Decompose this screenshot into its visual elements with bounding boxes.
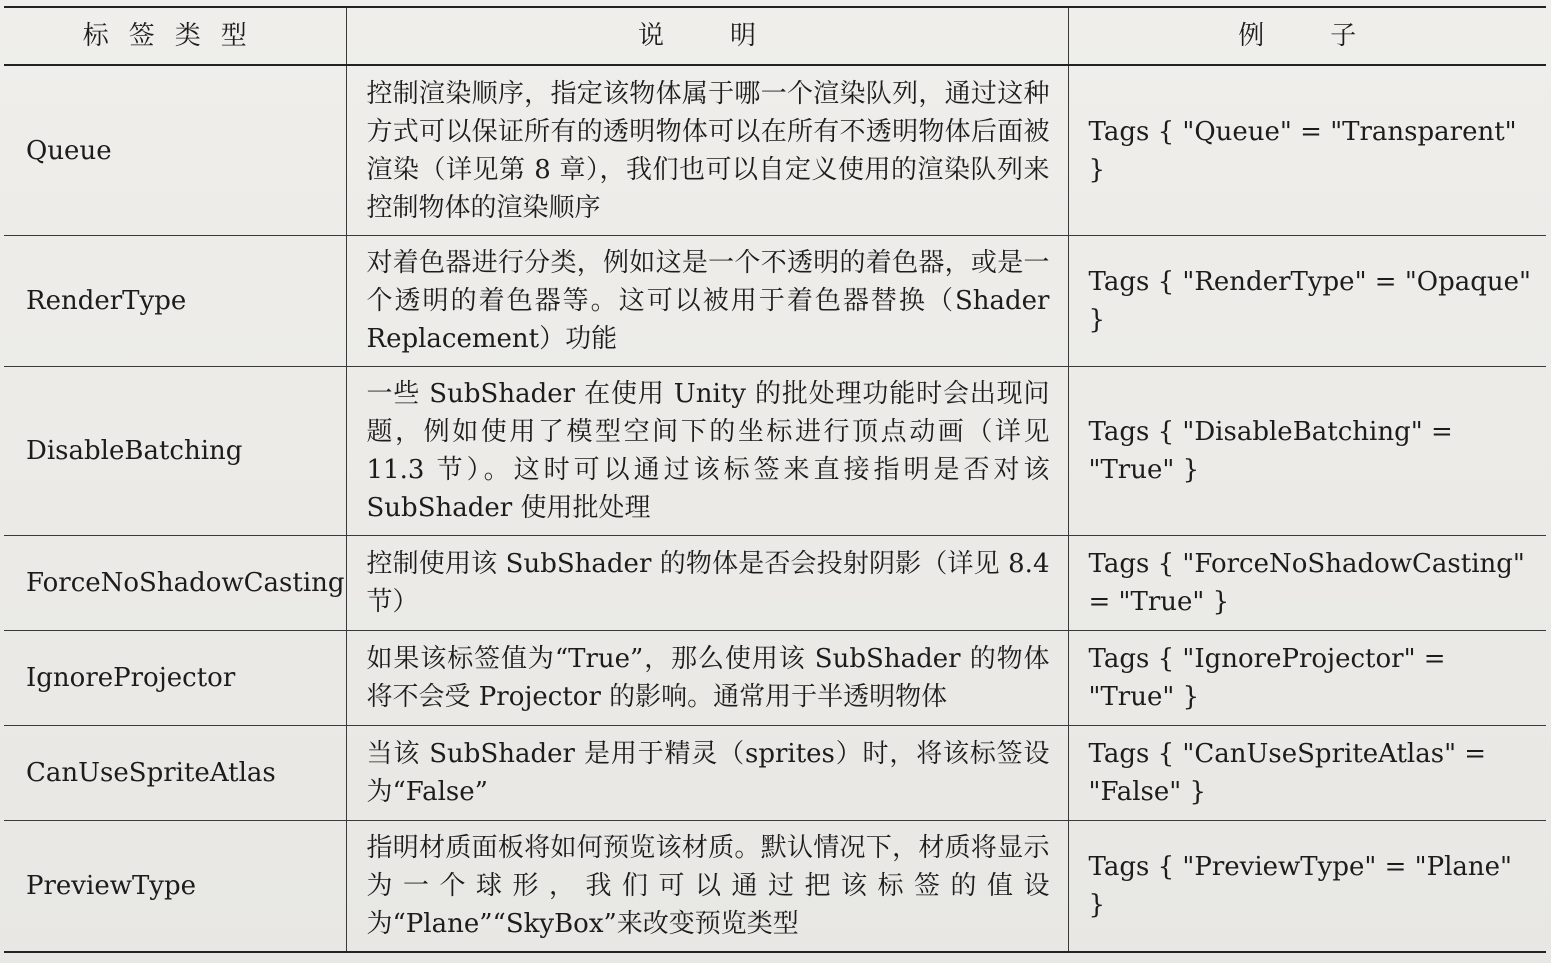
- tag-description: 如果该标签值为“True”，那么使用该 SubShader 的物体将不会受 Projector 的影响。通常用于半透明物体: [346, 631, 1068, 726]
- table-row: [4, 367, 1546, 536]
- table-row: [4, 821, 1546, 953]
- tag-name: IgnoreProjector: [4, 631, 346, 726]
- tag-name: RenderType: [4, 236, 346, 367]
- table-row: [4, 65, 1546, 236]
- tag-example: Tags { "PreviewType" = "Plane" }: [1068, 821, 1546, 953]
- tag-example: Tags { "ForceNoShadowCasting" = "True" }: [1068, 536, 1546, 631]
- tag-name: DisableBatching: [4, 367, 346, 536]
- tag-description: 对着色器进行分类，例如这是一个不透明的着色器，或是一个透明的着色器等。这可以被用于着色器替换（Shader Replacement）功能: [346, 236, 1068, 367]
- tag-example: Tags { "CanUseSpriteAtlas" = "False" }: [1068, 726, 1546, 821]
- tag-description: 当该 SubShader 是用于精灵（sprites）时，将该标签设为“False”: [346, 726, 1068, 821]
- tag-name: CanUseSpriteAtlas: [4, 726, 346, 821]
- tag-description: 控制使用该 SubShader 的物体是否会投射阴影（详见 8.4 节）: [346, 536, 1068, 631]
- tag-name: ForceNoShadowCasting: [4, 536, 346, 631]
- tag-example: Tags { "DisableBatching" = "True" }: [1068, 367, 1546, 536]
- tag-example: Tags { "RenderType" = "Opaque" }: [1068, 236, 1546, 367]
- tag-description: 控制渲染顺序，指定该物体属于哪一个渲染队列，通过这种方式可以保证所有的透明物体可以在所有不透明物体后面被渲染（详见第 8 章），我们也可以自定义使用的渲染队列来控制物体的渲染顺序: [346, 65, 1068, 236]
- table-row: [4, 726, 1546, 821]
- tag-name: Queue: [4, 65, 346, 236]
- header-description: 说 明: [346, 7, 1068, 65]
- tag-description: 一些 SubShader 在使用 Unity 的批处理功能时会出现问题，例如使用了模型空间下的坐标进行顶点动画（详见 11.3 节）。这时可以通过该标签来直接指明是否对该 SubShader 使用批处理: [346, 367, 1068, 536]
- header-example: 例 子: [1068, 7, 1546, 65]
- header-tag-type: 标签类型: [4, 7, 346, 65]
- table-header-row: [4, 7, 1546, 65]
- table-row: [4, 536, 1546, 631]
- tag-example: Tags { "IgnoreProjector" = "True" }: [1068, 631, 1546, 726]
- table-row: [4, 236, 1546, 367]
- table-row: [4, 631, 1546, 726]
- tag-example: Tags { "Queue" = "Transparent" }: [1068, 65, 1546, 236]
- tag-name: PreviewType: [4, 821, 346, 953]
- tag-description: 指明材质面板将如何预览该材质。默认情况下，材质将显示为一个球形，我们可以通过把该标签的值设为“Plane”“SkyBox”来改变预览类型: [346, 821, 1068, 953]
- shader-tags-table: [4, 6, 1546, 953]
